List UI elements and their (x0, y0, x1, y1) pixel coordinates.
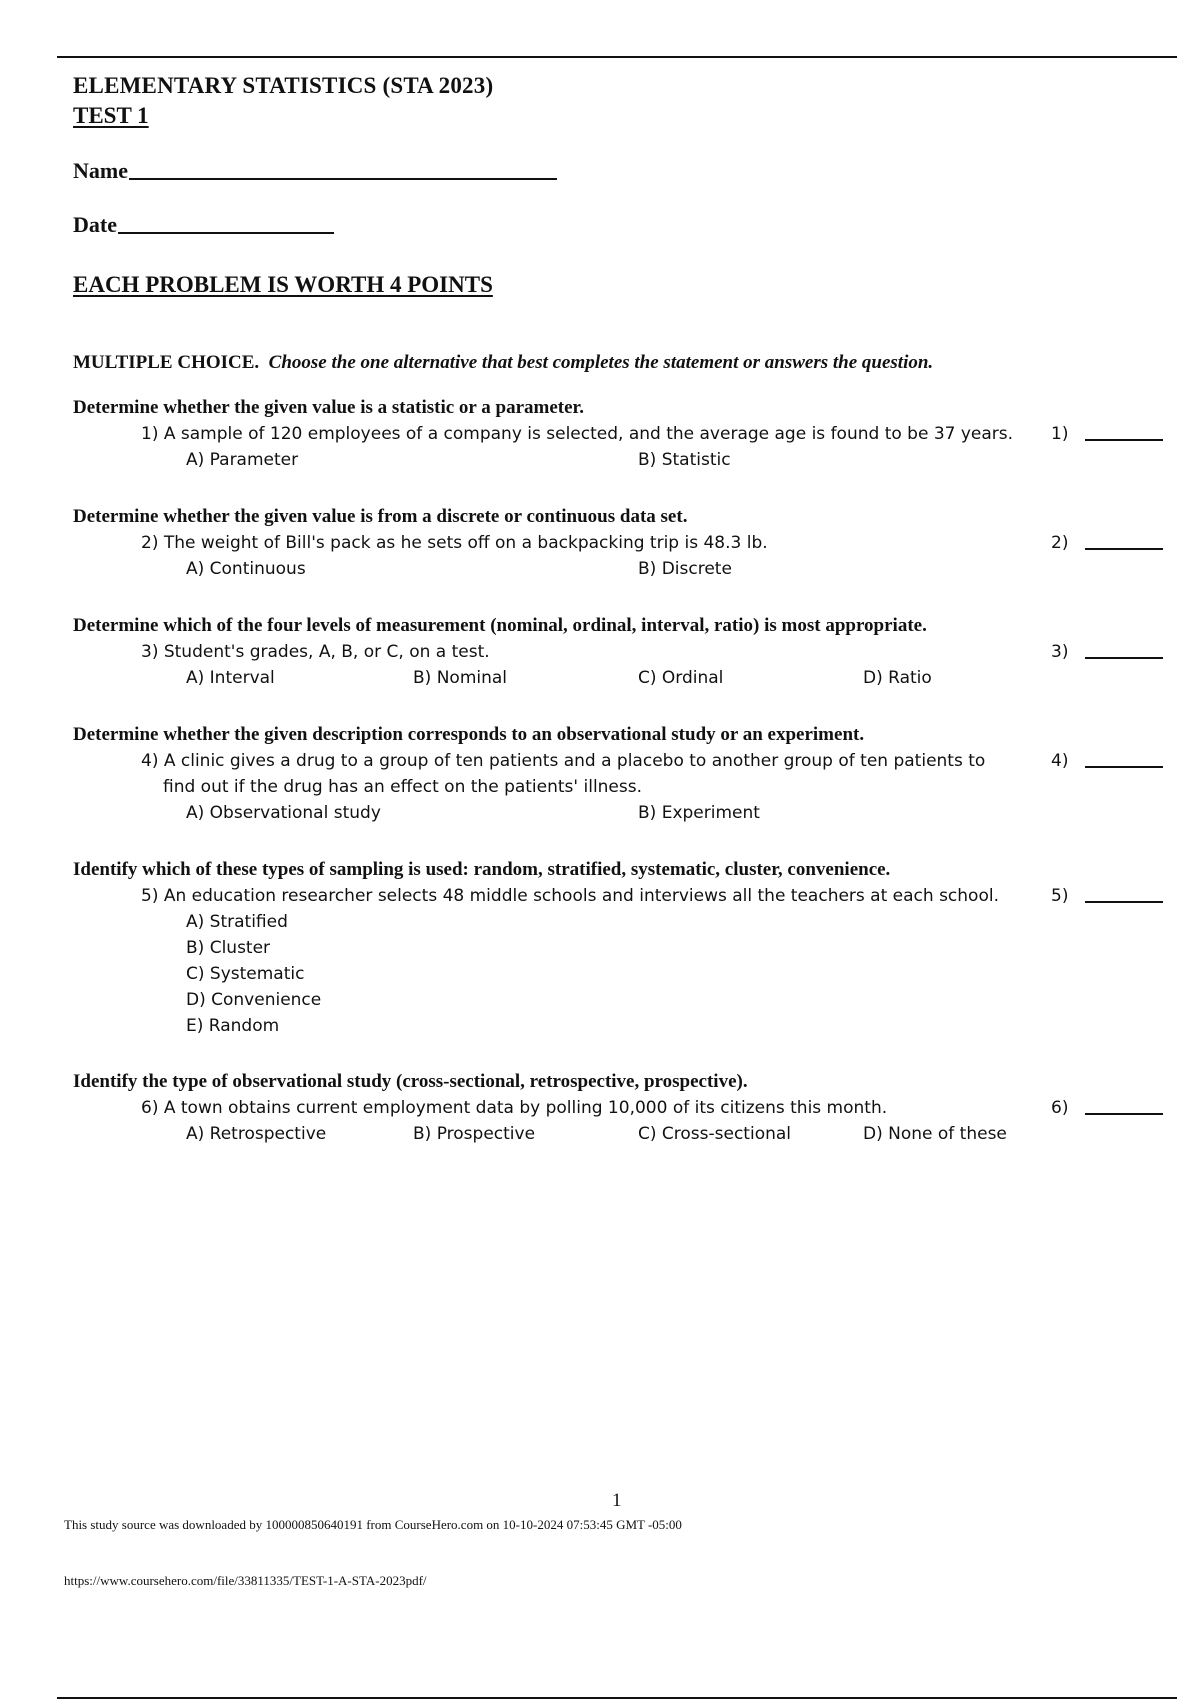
source-line: This study source was downloaded by 100000850640191 from CourseHero.com on 10-10-2024 07:53:45 GMT -05:00 (64, 1517, 682, 1532)
choices (73, 909, 1173, 1039)
choice-c[interactable]: C) Cross-sectional (638, 1124, 792, 1144)
answer-blank[interactable] (1085, 657, 1163, 659)
answer-number: 1) (1051, 424, 1069, 444)
question-text: 3) Student's grades, A, B, or C, on a test. (141, 642, 490, 662)
date-label: Date (73, 212, 117, 237)
question-line (73, 530, 1173, 556)
choices (73, 1121, 1173, 1147)
date-blank[interactable] (118, 231, 334, 234)
question-line-continued (73, 774, 1173, 800)
question-text: 5) An education researcher selects 48 middle schools and interviews all the teachers at each school. (141, 886, 999, 906)
choice-d[interactable]: D) None of these (863, 1124, 1007, 1144)
document-title: ELEMENTARY STATISTICS (STA 2023) (73, 73, 494, 98)
choices (73, 800, 1173, 826)
question-text: 2) The weight of Bill's pack as he sets off on a backpacking trip is 48.3 lb. (141, 533, 768, 553)
choice-a[interactable]: A) Interval (186, 668, 275, 688)
answer-blank[interactable] (1085, 439, 1163, 441)
choice-a[interactable]: A) Continuous (186, 559, 306, 579)
answer-number: 6) (1051, 1098, 1069, 1118)
choice-e[interactable]: E) Random (186, 1016, 280, 1036)
choices (73, 556, 1173, 582)
question-line (73, 1095, 1173, 1121)
choice-b[interactable]: B) Discrete (638, 559, 732, 579)
question-6 (73, 1069, 1173, 1147)
choice-b[interactable]: B) Prospective (413, 1124, 536, 1144)
choice-d[interactable]: D) Convenience (186, 990, 322, 1010)
top-rule (57, 56, 1177, 58)
name-field (73, 158, 557, 184)
answer-blank[interactable] (1085, 766, 1163, 768)
instructions-body: Choose the one alternative that best completes the statement or answers the question. (268, 352, 934, 373)
directive: Identify which of these types of sampling is used: random, stratified, systematic, cluster, convenience. (73, 859, 891, 880)
directive: Determine whether the given description corresponds to an observational study or an experiment. (73, 724, 865, 745)
name-label: Name (73, 158, 128, 183)
bottom-rule (57, 1697, 1177, 1699)
directive: Determine whether the given value is a statistic or a parameter. (73, 397, 584, 418)
choice-b[interactable]: B) Cluster (186, 938, 271, 958)
page-number: 1 (612, 1490, 622, 1511)
choice-a[interactable]: A) Stratified (186, 912, 288, 932)
question-line (73, 883, 1173, 909)
instructions-lead: MULTIPLE CHOICE. (73, 352, 260, 373)
question-4 (73, 722, 1173, 826)
answer-number: 5) (1051, 886, 1069, 906)
answer-number: 4) (1051, 751, 1069, 771)
choice-c[interactable]: C) Ordinal (638, 668, 724, 688)
directive: Determine whether the given value is from a discrete or continuous data set. (73, 506, 688, 527)
choice-b[interactable]: B) Statistic (638, 450, 731, 470)
question-line (73, 639, 1173, 665)
directive: Determine which of the four levels of measurement (nominal, ordinal, interval, ratio) is most appropriate. (73, 615, 927, 636)
question-line (73, 748, 1173, 774)
answer-number: 3) (1051, 642, 1069, 662)
question-2 (73, 504, 1173, 582)
choice-c[interactable]: C) Systematic (186, 964, 305, 984)
answer-blank[interactable] (1085, 901, 1163, 903)
choice-b[interactable]: B) Experiment (638, 803, 760, 823)
question-5 (73, 857, 1173, 1039)
choice-b[interactable]: B) Nominal (413, 668, 508, 688)
choice-a[interactable]: A) Observational study (186, 803, 381, 823)
question-text: 6) A town obtains current employment data by polling 10,000 of its citizens this month. (141, 1098, 888, 1118)
choice-d[interactable]: D) Ratio (863, 668, 932, 688)
choices (73, 665, 1173, 691)
directive: Identify the type of observational study (cross-sectional, retrospective, prospective). (73, 1071, 748, 1092)
question-text: 4) A clinic gives a drug to a group of ten patients and a placebo to another group of ten patients to (141, 751, 986, 771)
choices (73, 447, 1173, 473)
answer-number: 2) (1051, 533, 1069, 553)
name-blank[interactable] (129, 177, 557, 180)
answer-blank[interactable] (1085, 1113, 1163, 1115)
points-notice: EACH PROBLEM IS WORTH 4 POINTS (73, 272, 493, 297)
instructions (73, 352, 933, 374)
question-1 (73, 395, 1173, 473)
answer-blank[interactable] (1085, 548, 1163, 550)
question-text: 1) A sample of 120 employees of a company is selected, and the average age is found to be 37 years. (141, 424, 1014, 444)
choice-a[interactable]: A) Parameter (186, 450, 299, 470)
date-field (73, 212, 334, 238)
question-line (73, 421, 1173, 447)
question-3 (73, 613, 1173, 691)
choice-a[interactable]: A) Retrospective (186, 1124, 327, 1144)
test-label: TEST 1 (73, 103, 149, 128)
question-text-continued: find out if the drug has an effect on the patients' illness. (163, 777, 643, 797)
source-url[interactable]: https://www.coursehero.com/file/33811335/TEST-1-A-STA-2023pdf/ (64, 1573, 427, 1588)
